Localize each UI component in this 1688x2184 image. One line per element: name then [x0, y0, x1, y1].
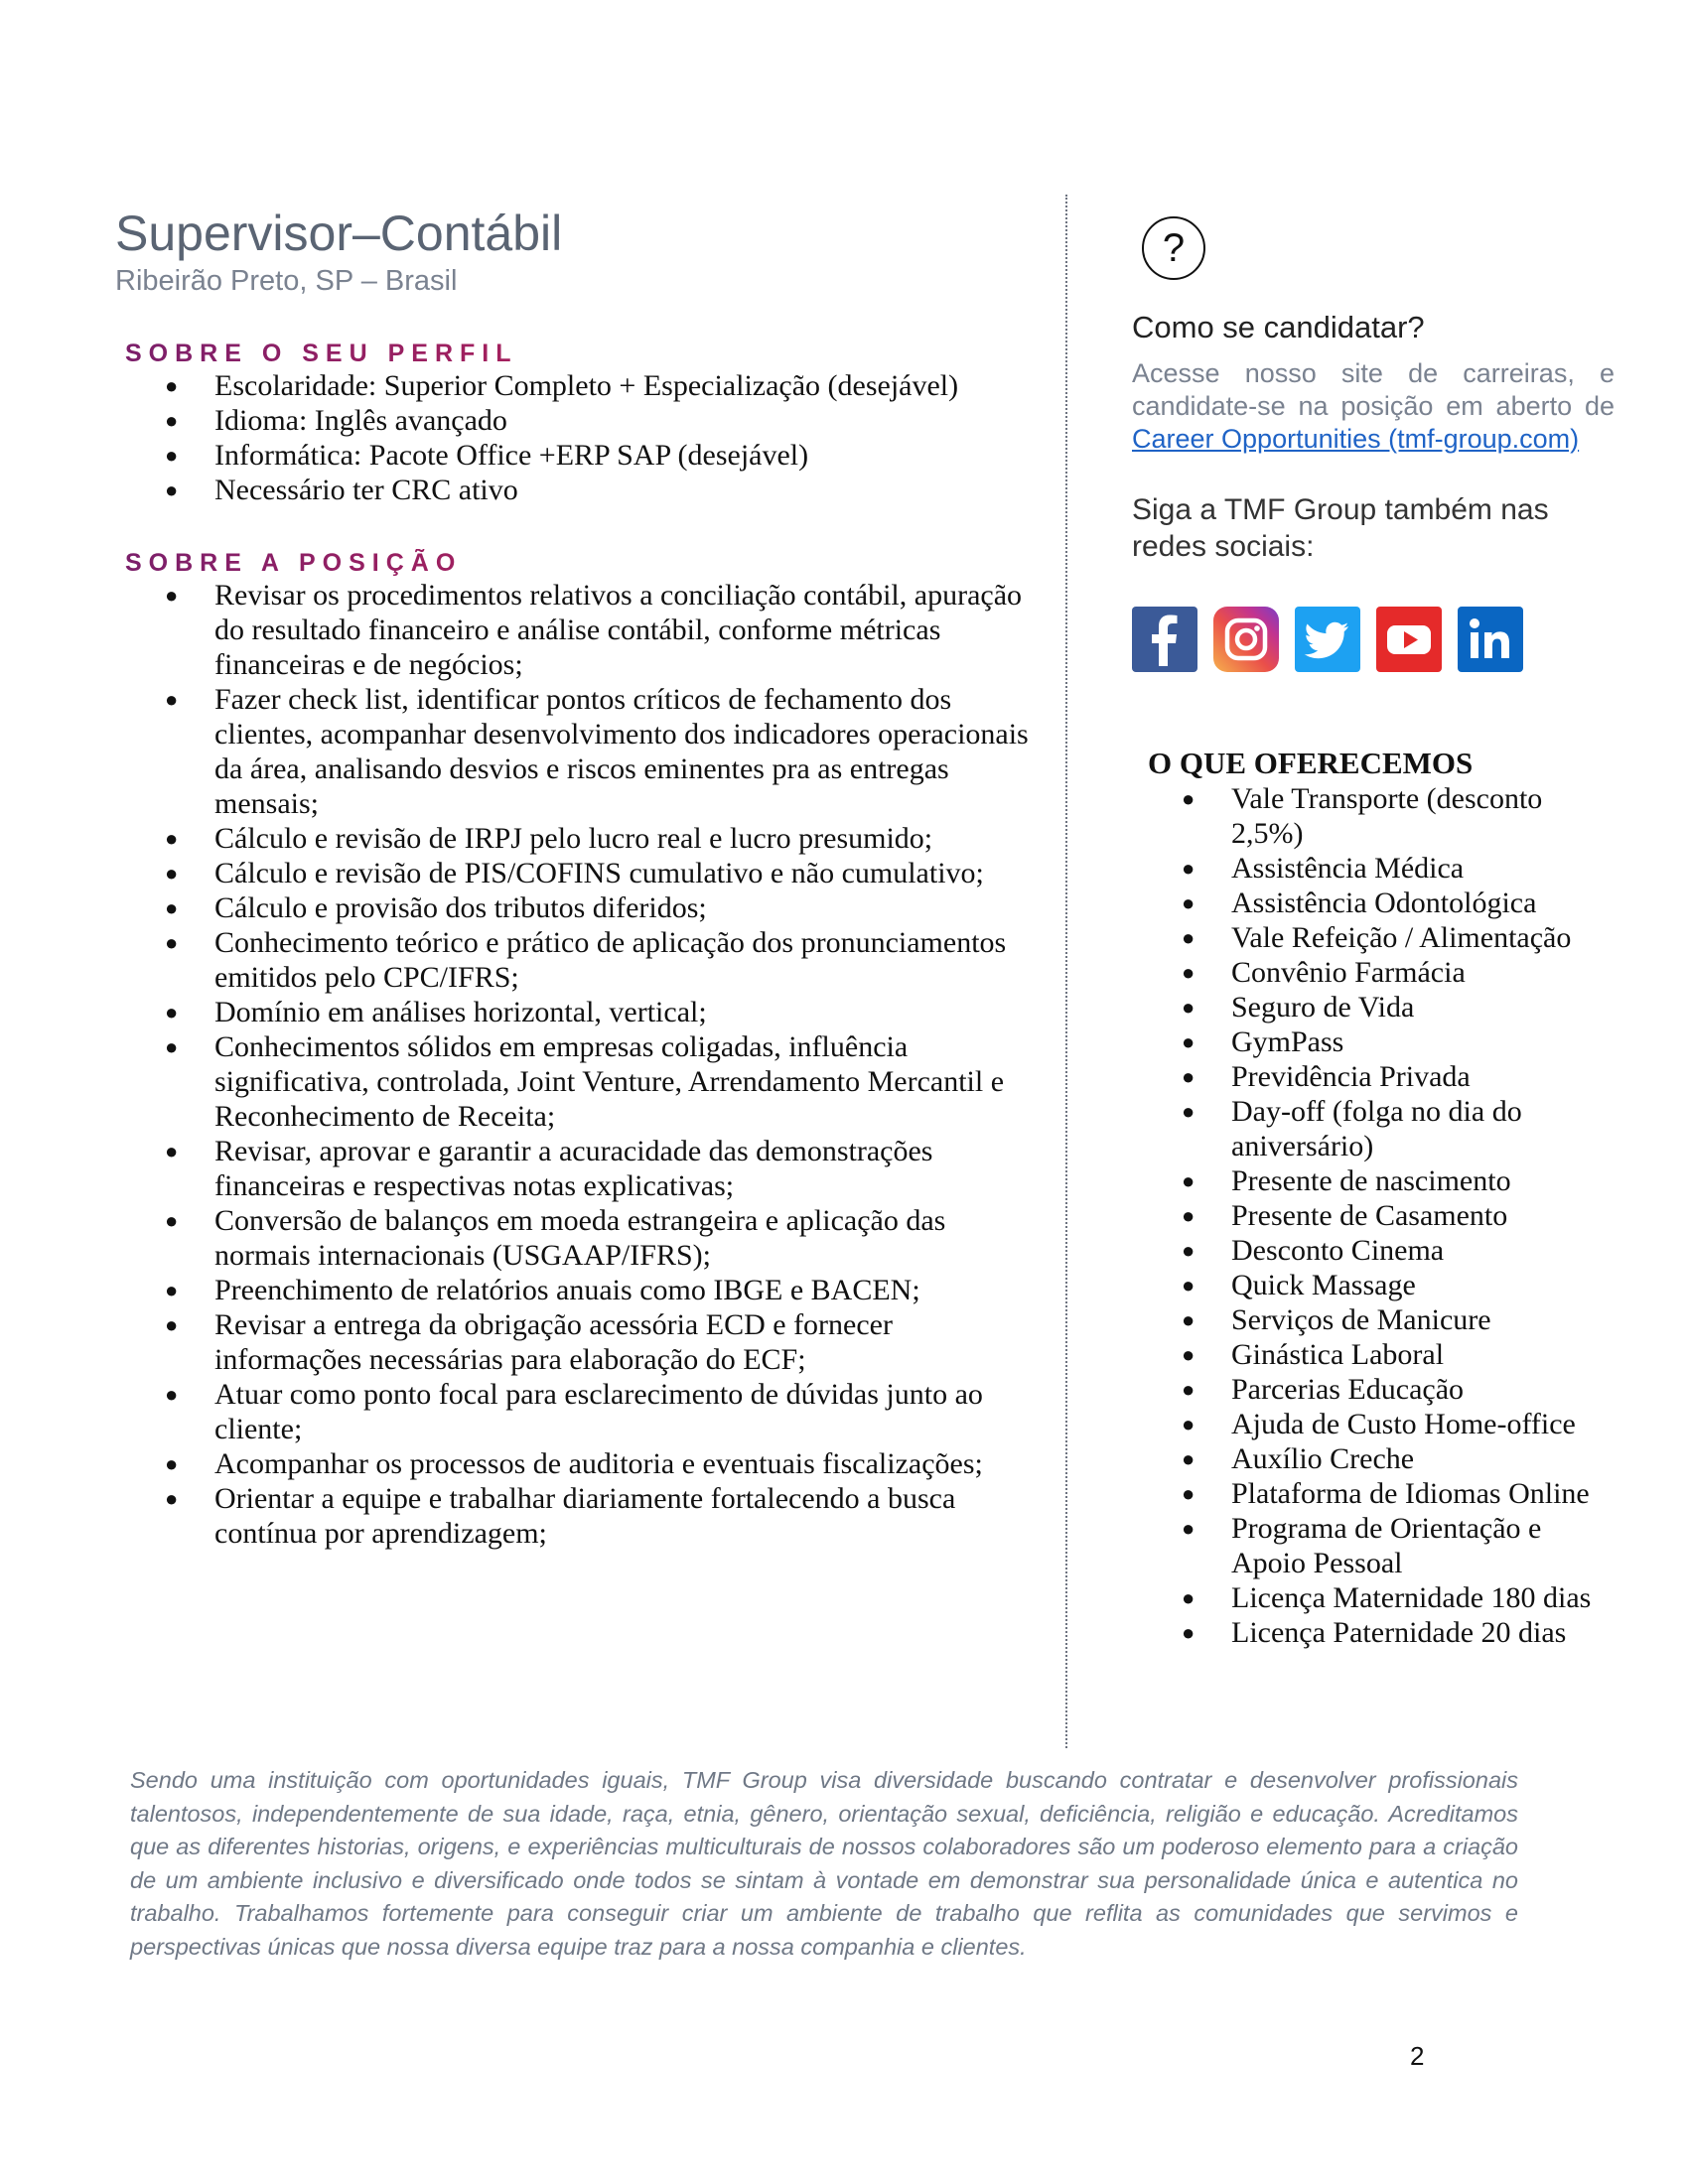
- position-list: [115, 578, 1039, 1551]
- bullet-icon: ●: [1182, 1620, 1196, 1645]
- list-item: ● Convênio Farmácia: [1182, 956, 1466, 989]
- position-heading: SOBRE A POSIÇÃO: [125, 549, 1039, 578]
- bullet-icon: ●: [165, 895, 179, 920]
- left-column: [115, 206, 1039, 1551]
- list-item: ● Ajuda de Custo Home-office: [1182, 1408, 1576, 1440]
- list-item: ● Cálculo e revisão de PIS/COFINS cumulativo e não cumulativo;: [165, 857, 984, 889]
- social-links: [1132, 607, 1615, 672]
- list-item: ● GymPass: [1182, 1025, 1344, 1058]
- bullet-icon: ●: [1182, 960, 1196, 985]
- twitter-icon[interactable]: [1295, 607, 1360, 672]
- bullet-icon: ●: [165, 826, 179, 851]
- column-divider: [1065, 195, 1067, 1748]
- list-item: ● Orientar a equipe e trabalhar diariamente fortalecendo a busca contínua por aprendizagem;: [165, 1482, 956, 1550]
- list-item: ● Domínio em análises horizontal, vertical;: [165, 996, 707, 1028]
- list-item: ● Auxílio Creche: [1182, 1442, 1415, 1475]
- bullet-icon: ●: [165, 373, 179, 398]
- list-item: ● Licença Paternidade 20 dias: [1182, 1616, 1567, 1649]
- page-number: 2: [1410, 2041, 1425, 2071]
- bullet-icon: ●: [1182, 1585, 1196, 1610]
- bullet-icon: ●: [165, 1034, 179, 1059]
- list-item: ● Atuar como ponto focal para esclarecimento de dúvidas junto ao cliente;: [165, 1378, 983, 1445]
- list-item: ● Assistência Médica: [1182, 852, 1465, 885]
- right-column: [1132, 216, 1615, 1650]
- list-item: ● Conversão de balanços em moeda estrangeira e aplicação das normais internacionais (USGAAP/IFRS);: [165, 1204, 946, 1272]
- list-item: ● Vale Refeição / Alimentação: [1182, 921, 1572, 954]
- list-item: ● Seguro de Vida: [1182, 991, 1415, 1024]
- offer-heading: O QUE OFERECEMOS: [1148, 746, 1474, 780]
- list-item: ● Day-off (folga no dia do aniversário): [1182, 1095, 1522, 1162]
- list-item: ● Revisar a entrega da obrigação acessória ECD e fornecer informações necessárias para elaboração do ECF;: [165, 1308, 893, 1376]
- bullet-icon: ●: [165, 408, 179, 433]
- list-item: ● Escolaridade: Superior Completo + Especialização (desejável): [165, 369, 959, 402]
- list-item: ● Ginástica Laboral: [1182, 1338, 1445, 1371]
- bullet-icon: ●: [1182, 1481, 1196, 1506]
- bullet-icon: ●: [165, 443, 179, 468]
- bullet-icon: ●: [1182, 1238, 1196, 1263]
- bullet-icon: ●: [1182, 1446, 1196, 1471]
- bullet-icon: ●: [1182, 1273, 1196, 1297]
- list-item: ● Conhecimento teórico e prático de aplicação dos pronunciamentos emitidos pelo CPC/IFRS;: [165, 926, 1007, 994]
- list-item: ● Conhecimentos sólidos em empresas coligadas, influência significativa, controlada, Joint Venture, Arrendamento Mercantil e Reconhecimento de Receita;: [165, 1030, 1005, 1133]
- career-opportunities-link[interactable]: Career Opportunities (tmf-group.com): [1132, 424, 1580, 454]
- list-item: ● Vale Transporte (desconto 2,5%): [1182, 782, 1543, 850]
- list-item: ● Informática: Pacote Office +ERP SAP (desejável): [165, 439, 809, 472]
- bullet-icon: ●: [165, 1382, 179, 1407]
- list-item: ● Quick Massage: [1182, 1269, 1416, 1301]
- bullet-icon: ●: [1182, 890, 1196, 915]
- list-item: ● Licença Maternidade 180 dias: [1182, 1581, 1592, 1614]
- profile-heading: SOBRE O SEU PERFIL: [125, 340, 1039, 368]
- bullet-icon: ●: [165, 861, 179, 886]
- list-item: ● Cálculo e revisão de IRPJ pelo lucro real e lucro presumido;: [165, 822, 933, 855]
- bullet-icon: ●: [165, 583, 179, 608]
- list-item: ● Necessário ter CRC ativo: [165, 474, 518, 506]
- bullet-icon: ●: [165, 478, 179, 502]
- bullet-icon: ●: [165, 687, 179, 712]
- list-item: ● Fazer check list, identificar pontos críticos de fechamento dos clientes, acompanhar desenvolvimento dos indicadores operacionais da área, analisando desvios e riscos eminentes pra as entregas mensais;: [165, 683, 1029, 820]
- list-item: ● Previdência Privada: [1182, 1060, 1471, 1093]
- bullet-icon: ●: [1182, 995, 1196, 1020]
- list-item: ● Parcerias Educação: [1182, 1373, 1465, 1406]
- question-icon: ?: [1142, 216, 1205, 280]
- bullet-icon: ●: [165, 1278, 179, 1302]
- list-item: ● Plataforma de Idiomas Online: [1182, 1477, 1590, 1510]
- list-item: ● Presente de Casamento: [1182, 1199, 1508, 1232]
- bullet-icon: ●: [1182, 1029, 1196, 1054]
- list-item: ● Programa de Orientação e Apoio Pessoal: [1182, 1512, 1542, 1579]
- bullet-icon: ●: [1182, 925, 1196, 950]
- apply-text: Acesse nosso site de carreiras, e candidate-se na posição em aberto de Career Opportunities (tmf-group.com): [1132, 358, 1615, 454]
- facebook-icon[interactable]: [1132, 607, 1197, 672]
- list-item: ● Desconto Cinema: [1182, 1234, 1445, 1267]
- youtube-icon[interactable]: [1376, 607, 1442, 672]
- bullet-icon: ●: [1182, 1307, 1196, 1332]
- bullet-icon: ●: [165, 1451, 179, 1476]
- apply-heading: Como se candidatar?: [1132, 310, 1425, 344]
- job-location: Ribeirão Preto, SP – Brasil: [115, 265, 458, 297]
- list-item: ● Assistência Odontológica: [1182, 887, 1537, 919]
- bullet-icon: ●: [165, 1486, 179, 1511]
- list-item: ● Idioma: Inglês avançado: [165, 404, 507, 437]
- bullet-icon: ●: [1182, 856, 1196, 881]
- bullet-icon: ●: [1182, 1342, 1196, 1367]
- list-item: ● Acompanhar os processos de auditoria e eventuais fiscalizações;: [165, 1447, 983, 1480]
- bullet-icon: ●: [1182, 1099, 1196, 1124]
- bullet-icon: ●: [1182, 1412, 1196, 1436]
- linkedin-icon[interactable]: [1458, 607, 1523, 672]
- bullet-icon: ●: [1182, 1168, 1196, 1193]
- bullet-icon: ●: [165, 1139, 179, 1163]
- bullet-icon: ●: [165, 1312, 179, 1337]
- list-item: ● Presente de nascimento: [1182, 1164, 1511, 1197]
- bullet-icon: ●: [165, 1208, 179, 1233]
- bullet-icon: ●: [165, 930, 179, 955]
- follow-text: Siga a TMF Group também nas redes sociais:: [1132, 493, 1549, 563]
- diversity-statement: Sendo uma instituição com oportunidades iguais, TMF Group visa diversidade buscando contratar e desenvolver profissionais talentosos, independentemente de sua idade, raça, etnia, gênero, orientação sexual, deficiência, religião e educação. Acreditamos que as diferentes historias, origens, e experiências multiculturais de nossos colaboradores são um poderoso elemento para a criação de um ambiente inclusivo e diversificado onde todos se sintam à vontade em demonstrar sua personalidade única e autentica no trabalho. Trabalhamos fortemente para conseguir criar um ambiente de trabalho que reflita as comunidades que servimos e perspectivas únicas que nossa diversa equipe traz para a nossa companhia e clientes.: [130, 1767, 1518, 1960]
- bullet-icon: ●: [1182, 786, 1196, 811]
- bullet-icon: ●: [165, 1000, 179, 1024]
- list-item: ● Revisar, aprovar e garantir a acuracidade das demonstrações financeiras e respectivas notas explicativas;: [165, 1135, 933, 1202]
- bullet-icon: ●: [1182, 1516, 1196, 1541]
- bullet-icon: ●: [1182, 1203, 1196, 1228]
- bullet-icon: ●: [1182, 1064, 1196, 1089]
- instagram-icon[interactable]: [1213, 607, 1279, 672]
- bullet-icon: ●: [1182, 1377, 1196, 1402]
- profile-list: [115, 368, 1039, 507]
- offer-list: [1132, 781, 1615, 1650]
- page-title: Supervisor–Contábil: [115, 205, 563, 261]
- list-item: ● Serviços de Manicure: [1182, 1303, 1491, 1336]
- list-item: ● Revisar os procedimentos relativos a conciliação contábil, apuração do resultado financeiro e análise contábil, conforme métricas financeiras e de negócios;: [165, 579, 1023, 681]
- list-item: ● Preenchimento de relatórios anuais como IBGE e BACEN;: [165, 1274, 920, 1306]
- list-item: ● Cálculo e provisão dos tributos diferidos;: [165, 891, 707, 924]
